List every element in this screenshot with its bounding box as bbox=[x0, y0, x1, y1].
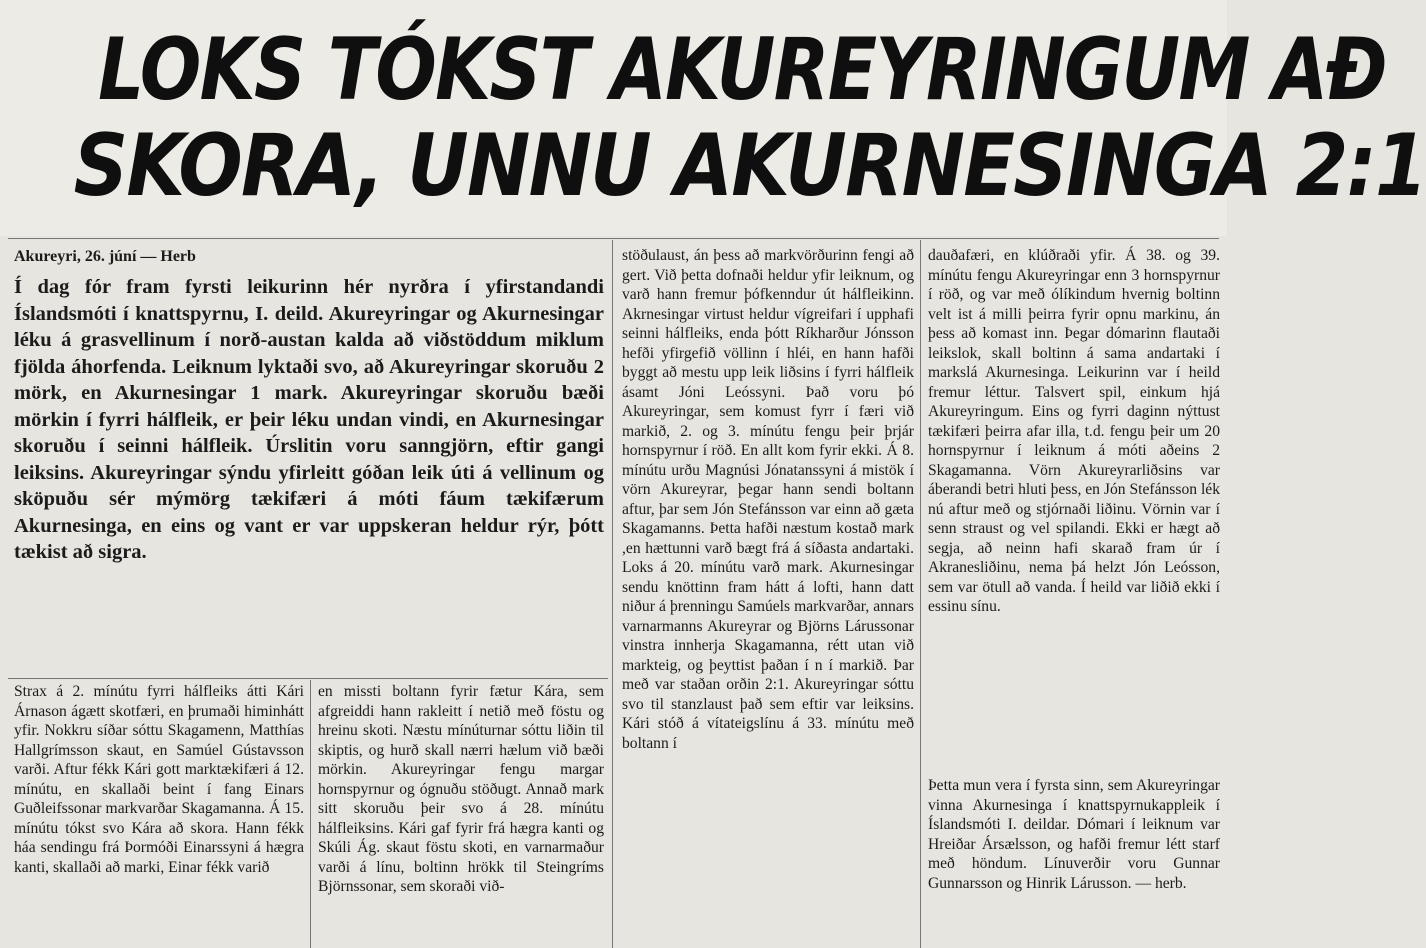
headline-line-1: LOKS TÓKST AKUREYRINGUM AÐ bbox=[98, 20, 1386, 120]
divider bbox=[8, 678, 608, 679]
column-divider bbox=[920, 240, 921, 948]
headline bbox=[0, 0, 1426, 236]
article-column-4 bbox=[928, 246, 1220, 617]
article-column-1 bbox=[14, 682, 304, 877]
column-text: en missti boltann fyrir fætur Kára, sem afgreiddi hann rakleitt í netið með föstu og hreinu skoti. Næstu mínúturnar sóttu liðin til skiptis, og hurð skall nærri hælum við bæði mörkin. Akureyringar fengu margar hornspyrnur og ógnuðu stöðugt. Annað mark sitt skoruðu þeir svo á 28. mínútu hálfleiksins. Kári gaf fyrir frá hægra kanti og Skúli Ág. skaut föstu skoti, en varnarmaður varði á línu, boltinn hrökk til Steingríms Björnssonar, sem skoraði við- bbox=[318, 683, 604, 895]
lead-paragraph: Í dag fór fram fyrsti leikurinn hér nyrðra í yfirstandandi Íslandsmóti í knattspyrnu, I. deild. Akureyringar og Akurnesingar léku á grasvellinum í norð-austan kalda að viðstöddum miklum fjölda áhorfenda. Leiknum lyktaði svo, að Akureyringar skoruðu 2 mörk, en Akurnesingar 1 mark. Akureyringar skoruðu bæði mörkin í fyrri hálfleik, er þeir léku undan vindi, en Akurnesingar skoruðu í seinni hálfleik. Úrslitin voru sanngjörn, eftir gangi leiksins. Akureyringar sýndu yfirleitt góðan leik úti á vellinum og sköpuðu sér mýmörg tækifæri á móti fáum tækifærum Akurnesinga, en eins og vant er var uppskeran heldur rýr, þótt tækist að sigra. bbox=[14, 276, 604, 563]
column-text: Strax á 2. mínútu fyrri hálfleiks átti Kári Árnason ágætt skotfæri, en þrumaði himinhátt yfir. Nokkru síðar sóttu Skagamenn, Matthías Hallgrímsson skaut, en Samúel Gústavsson varði. Aftur fékk Kári gott marktækifæri á 12. mínútu, en skallaði beint í fang Einars Guðleifssonar markvarðar Skagamanna. Á 15. mínútu tókst svo Kára að skora. Hann fékk háa sendingu frá Þormóði Einarssyni á hægra kanti, skallaði að marki, Einar fékk varið bbox=[14, 683, 304, 876]
dateline: Akureyri, 26. júní — Herb bbox=[14, 248, 196, 265]
article-column-3 bbox=[622, 246, 914, 753]
divider bbox=[8, 238, 1219, 239]
article-closing-paragraph bbox=[928, 776, 1220, 893]
column-text: dauðafæri, en klúðraði yfir. Á 38. og 39. mínútu fengu Akureyringar enn 3 hornspyrnur í röð, og var með ólíkindum hvernig boltinn velt ist á milli þeirra fyrir opnu markinu, án þess að komast inn. Þegar dómarinn flautaði leikslok, skall boltinn á sama andartaki í markslá Akurnesinga. Leikurinn var í heild fremur léttur. Talsvert spil, einkum hjá Akureyringum. Eins og fyrri daginn nýttust tækifæri þeirra afar illa, t.d. fengu þeir um 20 hornspyrnur í leiknum á móti aðeins 2 Skagamanna. Vörn Akureyrarliðsins var áberandi betri hluti þess, en Jón Stefánsson lék nú aftur með og stjórnaði liðinu. Vörnin var í senn straust og vel spilandi. Ekki er hægt að segja, að neinn hafi skarað fram úr í Akranesliðinu, nema þá helzt Jón Leósson, sem var ötull að vanda. Í heild var liðið ekki í essinu sínu. bbox=[928, 247, 1220, 615]
article-column-2 bbox=[318, 682, 604, 897]
column-divider bbox=[310, 680, 311, 948]
column-text: stöðulaust, án þess að markvörðurinn fengi að gert. Við þetta dofnaði heldur yfir leiknum, og varð hann fremur þófkenndur út hálfleikinn. Akrnesingar virtust heldur vígreifari í upphafi seinni hálfleiks, enda þótt Ríkharður Jónsson hefði yfirgefið völlinn í hléi, en hann hafði byggt að mestu upp leik liðsins í fyrri hálfleik ásamt Jóni Leóssyni. Það voru þó Akureyringar, sem komust fyrr í færi við markið, 2. og 3. mínútu fengu þeir þrjár hornspyrnur í röð. En allt kom fyrir ekki. Á 8. mínútu urðu Magnúsi Jónatanssyni á mistök í vörn Akureyrar, þegar hann sendi boltann aftur, þar sem Jón Stefánsson var einn að gæta Skagamanns. Þetta hafði næstum kostað mark ,en hættunni varð bægt frá á síðasta andartaki. Loks á 20. mínútu varð mark. Akurnesingar sendu knöttinn fram hátt á lofti, hann datt niður á þrenningu Samúels markvarðar, annars varnarmanns Akureyrar og Björns Lárussonar vinstra innherja Skagamanna, rétt utan við markteig, og þeyttist þaðan í n í markið. Þar með var staðan orðin 2:1. Akureyringar sóttu svo til stanzlaust það sem eftir var leiksins. Kári stóð á vítateigslínu á 33. mínútu með boltann í bbox=[622, 247, 914, 752]
headline-line-2: SKORA, UNNU AKURNESINGA 2:1 bbox=[73, 116, 1426, 216]
column-divider bbox=[612, 240, 613, 948]
column-text: Þetta mun vera í fyrsta sinn, sem Akureyringar vinna Akurnesinga í knattspyrnukappleik í Íslandsmóti I. deildar. Dómari í leiknum var Hreiðar Ársælsson, og hafði fremur létt starf með höndum. Línuverðir voru Gunnar Gunnarsson og Hinrik Lárusson. — herb. bbox=[928, 777, 1220, 892]
